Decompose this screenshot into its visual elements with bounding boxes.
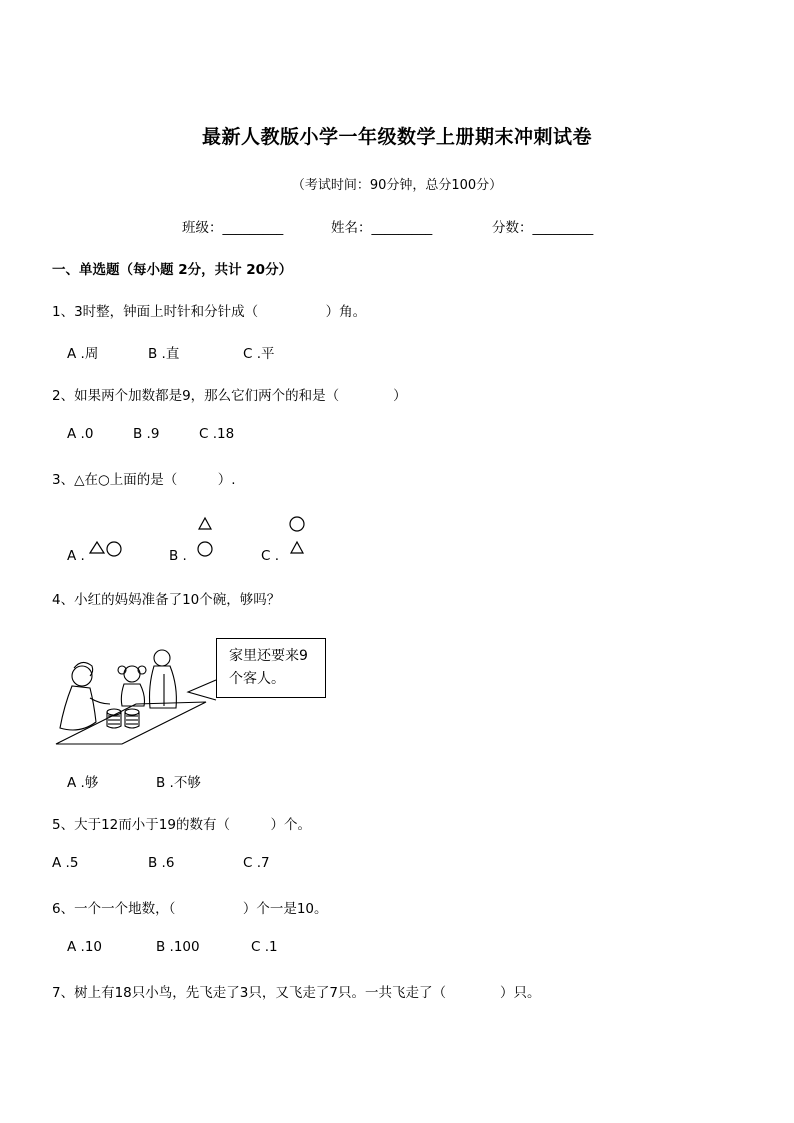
triangle-above-circle-icon bbox=[195, 516, 217, 558]
question-stem: 3、△在○上面的是（ ）. bbox=[52, 472, 236, 488]
option-b[interactable]: B .100 bbox=[156, 939, 200, 955]
speech-line-2: 个客人。 bbox=[229, 671, 285, 687]
option-c[interactable]: C .1 bbox=[251, 939, 278, 955]
option-a[interactable]: A .够 bbox=[67, 775, 99, 791]
class-field[interactable]: 班级：_________ bbox=[182, 220, 284, 236]
question-stem: 6、一个一个地数，（ ）个一是10。 bbox=[52, 901, 328, 917]
question-stem: 1、3时整，钟面上时针和分针成（ ）角。 bbox=[52, 304, 367, 320]
score-field[interactable]: 分数：_________ bbox=[492, 220, 594, 236]
option-a[interactable]: A .5 bbox=[52, 855, 79, 871]
option-c[interactable]: C .18 bbox=[199, 426, 235, 442]
speech-line-1: 家里还要来9 bbox=[229, 648, 308, 664]
option-a[interactable]: A .周 bbox=[67, 346, 99, 362]
option-b[interactable]: B . bbox=[169, 548, 187, 564]
circle-above-triangle-icon bbox=[287, 515, 309, 557]
triangle-circle-side-by-side-icon bbox=[88, 540, 124, 560]
question-stem: 7、树上有18只小鸟，先飞走了3只，又飞走了7只。一共飞走了（ ）只。 bbox=[52, 985, 541, 1001]
question-stem: 2、如果两个加数都是9，那么它们两个的和是（ ） bbox=[52, 388, 407, 404]
speech-bubble bbox=[216, 638, 326, 698]
option-a[interactable]: A .0 bbox=[67, 426, 94, 442]
option-c[interactable]: C . bbox=[261, 548, 280, 564]
name-field[interactable]: 姓名：_________ bbox=[331, 220, 433, 236]
option-a[interactable]: A .10 bbox=[67, 939, 102, 955]
family-illustration bbox=[52, 640, 222, 750]
option-b[interactable]: B .直 bbox=[148, 346, 180, 362]
option-b[interactable]: B .不够 bbox=[156, 775, 201, 791]
option-b[interactable]: B .9 bbox=[133, 426, 160, 442]
option-b[interactable]: B .6 bbox=[148, 855, 175, 871]
question-stem: 5、大于12而小于19的数有（ ）个。 bbox=[52, 817, 311, 833]
exam-subtitle: （考试时间：90分钟，总分100分） bbox=[291, 178, 503, 193]
option-c[interactable]: C .平 bbox=[243, 346, 275, 362]
section-heading: 一、单选题（每小题 2分，共计 20分） bbox=[52, 262, 293, 278]
option-a[interactable]: A . bbox=[67, 548, 85, 564]
option-c[interactable]: C .7 bbox=[243, 855, 270, 871]
page-title: 最新人教版小学一年级数学上册期末冲刺试卷 bbox=[201, 126, 592, 148]
question-stem: 4、小红的妈妈准备了10个碗，够吗？ bbox=[52, 592, 281, 608]
